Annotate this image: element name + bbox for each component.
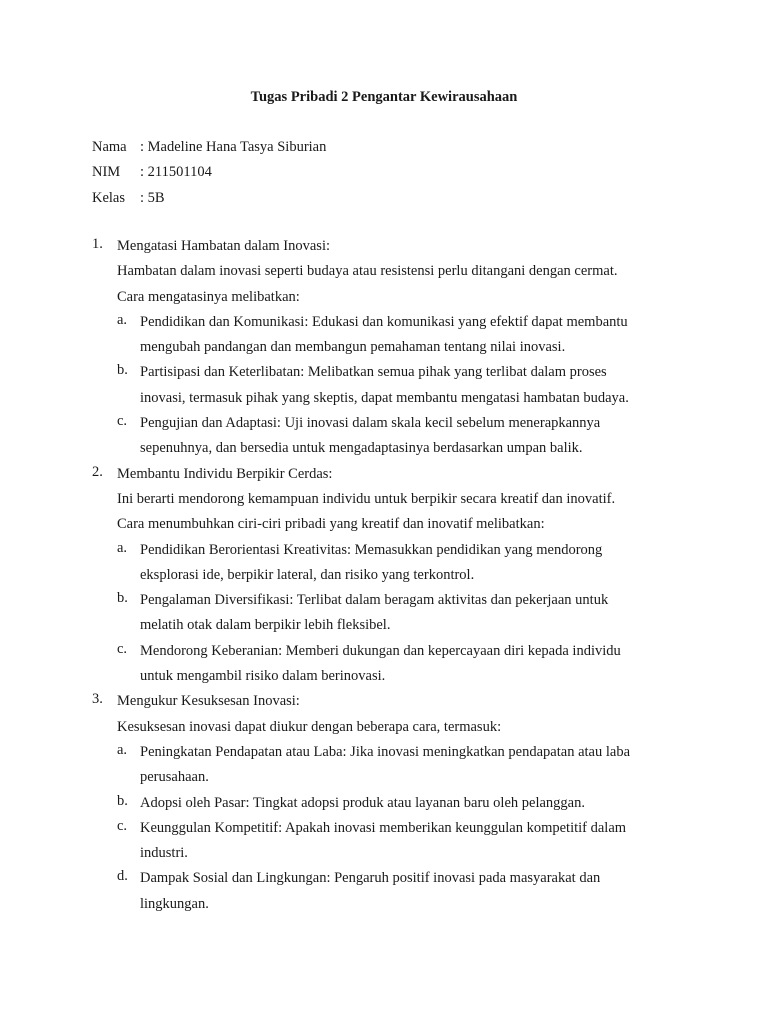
list-heading: Mengukur Kesuksesan Inovasi: bbox=[117, 693, 300, 710]
sub-item bbox=[117, 818, 692, 869]
list-item bbox=[92, 464, 692, 692]
sub-text: inovasi, termasuk pihak yang skeptis, dapat membantu mengatasi hambatan budaya. bbox=[140, 389, 629, 406]
list-heading: Membantu Individu Berpikir Cerdas: bbox=[117, 465, 333, 482]
list-number: 2. bbox=[92, 463, 103, 480]
list-heading: Mengatasi Hambatan dalam Inovasi: bbox=[117, 238, 331, 254]
info-row-name bbox=[92, 137, 326, 162]
info-label: Kelas bbox=[92, 189, 126, 206]
list-intro: Kesuksesan inovasi dapat diukur dengan beberapa cara, termasuk: bbox=[117, 718, 502, 735]
student-info bbox=[92, 137, 326, 213]
sub-item bbox=[117, 540, 692, 591]
sub-item bbox=[117, 793, 692, 818]
info-value: : 211501104 bbox=[140, 164, 212, 181]
info-label: Nama bbox=[92, 139, 127, 155]
sub-item bbox=[117, 742, 692, 793]
sub-text: Pengalaman Diversifikasi: Terlibat dalam beragam aktivitas dan pekerjaan untuk bbox=[140, 592, 609, 609]
list-item bbox=[92, 691, 692, 919]
sub-text: sepenuhnya, dan bersedia untuk mengadaptasinya berdasarkan umpan balik. bbox=[140, 440, 583, 457]
sub-letter: d. bbox=[117, 868, 128, 885]
sub-text: Keunggulan Kompetitif: Apakah inovasi memberikan keunggulan kompetitif dalam bbox=[140, 819, 627, 836]
info-row-nim bbox=[92, 162, 326, 187]
sub-text: Mendorong Keberanian: Memberi dukungan dan kepercayaan diri kepada individu bbox=[140, 642, 621, 659]
sub-text: industri. bbox=[140, 845, 188, 862]
sub-item bbox=[117, 868, 692, 919]
document-title: Tugas Pribadi 2 Pengantar Kewirausahaan bbox=[250, 89, 518, 105]
sub-letter: b. bbox=[117, 792, 128, 809]
sub-letter: a. bbox=[117, 539, 128, 556]
sub-text: melatih otak dalam berpikir lebih fleksibel. bbox=[140, 617, 391, 634]
sub-text: Partisipasi dan Keterlibatan: Melibatkan semua pihak yang terlibat dalam proses bbox=[140, 364, 607, 381]
sub-text: mengubah pandangan dan membangun pemahaman tentang nilai inovasi. bbox=[140, 339, 566, 356]
info-value: : 5B bbox=[140, 189, 165, 206]
list-intro: Cara mengatasinya melibatkan: bbox=[117, 288, 300, 305]
list-number: 1. bbox=[92, 236, 103, 252]
sub-text: Pendidikan Berorientasi Kreativitas: Memasukkan pendidikan yang mendorong bbox=[140, 541, 603, 558]
sub-text: untuk mengambil risiko dalam berinovasi. bbox=[140, 668, 386, 685]
sub-item bbox=[117, 413, 692, 464]
sub-item bbox=[117, 312, 692, 363]
sub-text: Pengujian dan Adaptasi: Uji inovasi dalam skala kecil sebelum menerapkannya bbox=[140, 415, 601, 432]
list-intro: Hambatan dalam inovasi seperti budaya atau resistensi perlu ditangani dengan cermat. bbox=[117, 263, 618, 280]
sub-text: Dampak Sosial dan Lingkungan: Pengaruh positif inovasi pada masyarakat dan bbox=[140, 870, 601, 887]
sub-letter: c. bbox=[117, 640, 128, 657]
numbered-list bbox=[92, 236, 692, 919]
info-label: NIM bbox=[92, 164, 121, 181]
list-intro: Ini berarti mendorong kemampuan individu untuk berpikir secara kreatif dan inovatif. bbox=[117, 490, 616, 507]
info-value: : Madeline Hana Tasya Siburian bbox=[140, 139, 327, 155]
sub-text: eksplorasi ide, berpikir lateral, dan risiko yang terkontrol. bbox=[140, 566, 475, 583]
list-item bbox=[92, 236, 692, 464]
sub-letter: c. bbox=[117, 817, 128, 834]
sub-letter: a. bbox=[117, 311, 128, 328]
sub-item bbox=[117, 590, 692, 641]
sub-letter: a. bbox=[117, 741, 128, 758]
sub-text: Adopsi oleh Pasar: Tingkat adopsi produk atau layanan baru oleh pelanggan. bbox=[140, 794, 585, 811]
sub-text: Pendidikan dan Komunikasi: Edukasi dan komunikasi yang efektif dapat membantu bbox=[140, 313, 628, 330]
sub-letter: c. bbox=[117, 413, 128, 430]
sub-text: lingkungan. bbox=[140, 895, 209, 912]
sub-item bbox=[117, 641, 692, 692]
list-number: 3. bbox=[92, 691, 103, 708]
sub-item bbox=[117, 362, 692, 413]
info-row-class bbox=[92, 188, 326, 213]
sub-text: perusahaan. bbox=[140, 769, 209, 786]
sub-letter: b. bbox=[117, 362, 128, 379]
sub-text: Peningkatan Pendapatan atau Laba: Jika inovasi meningkatkan pendapatan atau laba bbox=[140, 743, 631, 760]
sub-letter: b. bbox=[117, 590, 128, 607]
list-intro: Cara menumbuhkan ciri-ciri pribadi yang kreatif dan inovatif melibatkan: bbox=[117, 516, 545, 533]
